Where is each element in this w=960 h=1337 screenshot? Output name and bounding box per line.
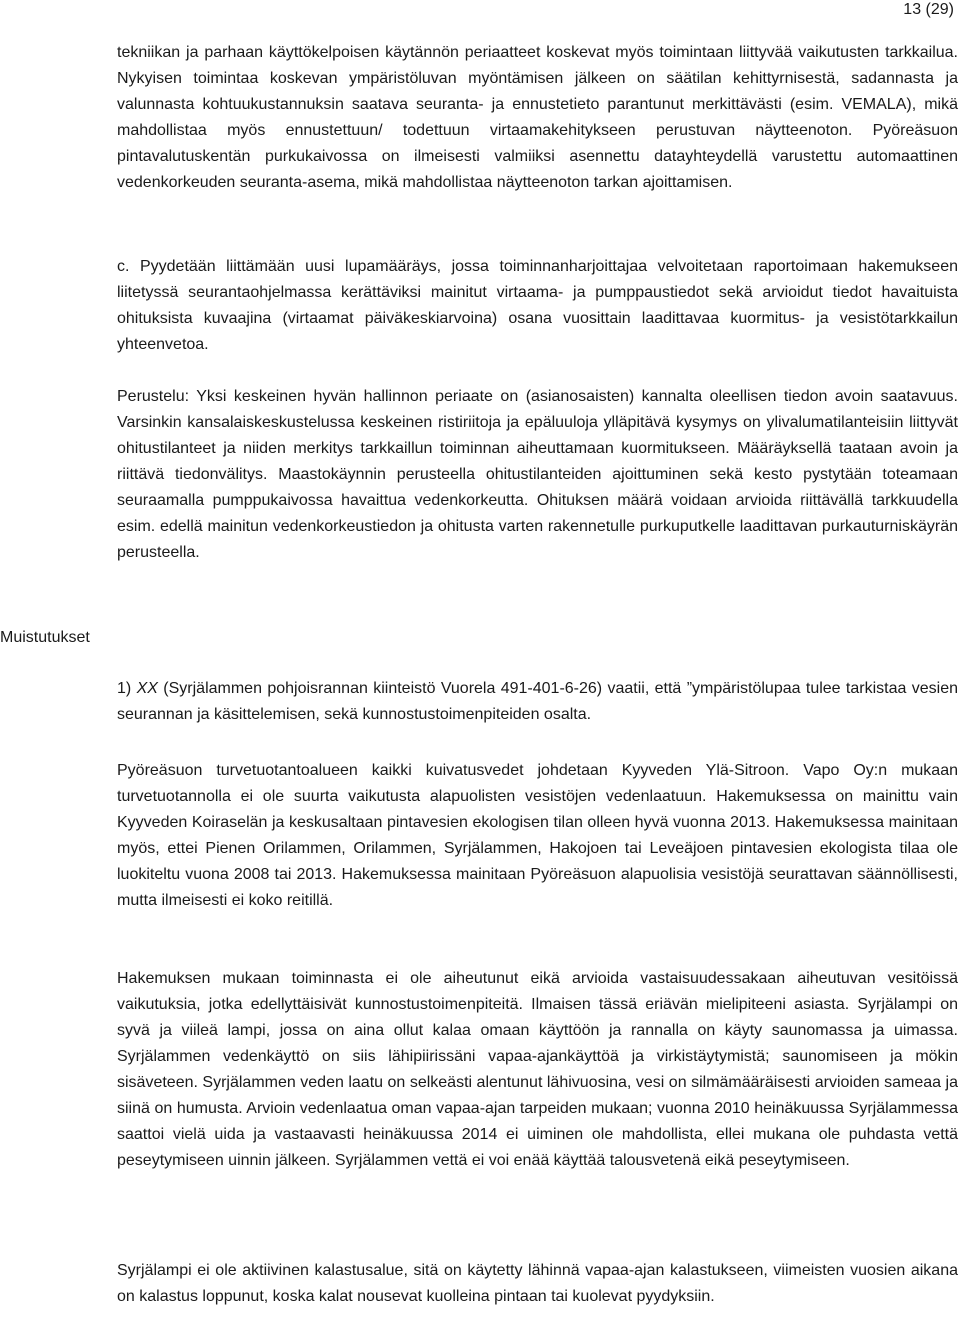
paragraph-4-prefix: 1) <box>117 680 137 697</box>
paragraph-3: Perustelu: Yksi keskeinen hyvän hallinnon periaate on (asianosaisten) kannalta oleellisen tiedon avoin saatavuus. Varsinkin kansalaiskeskustelussa keskeinen ristiriitoja ja epäluuloja ylläpitävä kysymys on ylivalumatilanteisiin liittyvät ohitustilanteet ja niiden merkitys tarkkaillun toiminnan aiheuttamaan kuormitukseen. Määräyksellä taataan avoin ja riittävä tiedonvälitys. Maastokäynnin perusteella ohitustilanteiden ajoittuminen sekä kesto pystytään toteamaan seuraamalla pumppukaivossa havaittua vedenkorkeutta. Ohituksen määrä voidaan arvioida riittävällä tarkkuudella esim. edellä mainitun vedenkorkeustiedon ja ohitusta varten rakennetulle purkuputkelle laadittavan purkauturniskäyrän perusteella. <box>117 388 958 561</box>
section-heading-muistutukset: Muistutukset <box>0 629 90 646</box>
paragraph-1: tekniikan ja parhaan käyttökelpoisen käytännön periaatteet koskevat myös toimintaan liittyvää vaikutusten tarkkailua. Nykyisen toimintaa koskevan ympäristöluvan myöntämisen jälkeen on säätilan kehittyrnisestä, sadannasta ja valunnasta kohtuukustannuksin saatava seuranta- ja ennustetieto parantunut merkittävästi (esim. VEMALA), mikä mahdollistaa myös ennustettuun/ todettuun virtaamakehitykseen perustuvan näytteenoton. Pyöreäsuon pintavalutuskentän purkukaivossa on ilmeisesti valmiiksi asennettu datayhteydellä varustettu automaattinen vedenkorkeuden seuranta-asema, mikä mahdollistaa näytteenoton tarkan ajoittamisen. <box>117 44 958 191</box>
paragraph-2: c. Pyydetään liittämään uusi lupamääräys, jossa toiminnanharjoittajaa velvoitetaan raportoimaan hakemukseen liitetyssä seurantaohjelmassa kerättäviksi mainitut virtaama- ja pumppaustiedot sekä arvioidut tiedot havaituista ohituksista kuvaajina (virtaamat päiväkeskiarvoina) osana vuosittain laadittavaa kuormitus- ja vesistötarkkailun yhteenvetoa. <box>117 258 958 353</box>
paragraph-4-body: (Syrjälammen pohjoisrannan kiinteistö Vuorela 491-401-6-26) vaatii, että ”ympäristölupaa tulee tarkistaa vesien seurannan ja käsittelemisen, sekä kunnostustoimenpiteiden osalta. <box>117 680 959 723</box>
paragraph-4-name: XX <box>136 680 158 697</box>
paragraph-4 <box>117 676 958 728</box>
paragraph-5: Pyöreäsuon turvetuotantoalueen kaikki kuivatusvedet johdetaan Kyyveden Ylä-Sitroon. Vapo Oy:n mukaan turvetuotannolla ei ole suurta vaikutusta alapuolisten vesistöjen vedenlaatuun. Hakemuksessa on mainittu vain Kyyveden Koiraselän ja keskusaltaan pintavesien ekologisen tilan olleen hyvä vuonna 2013. Hakemuksessa mainitaan myös, ettei Pienen Orilammen, Orilammen, Syrjälammen, Hakojoen tai Leveäjoen pintavesien ekologista tilaa ole luokiteltu vuona 2008 tai 2013. Hakemuksessa mainitaan Pyöreäsuon alapuolisia vesistöjä seurattavan säännöllisesti, mutta ilmeisesti ei koko reitillä. <box>117 762 958 909</box>
paragraph-7: Syrjälampi ei ole aktiivinen kalastusalue, sitä on käytetty lähinnä vapaa-ajan kalastukseen, viimeisten vuosien aikana on kalastus loppunut, koska kalat nousevat kuolleina pintaan tai kuolevat pyydyksiin. <box>117 1262 958 1305</box>
paragraph-6: Hakemuksen mukaan toiminnasta ei ole aiheutunut eikä arvioida vastaisuudessakaan aiheutuvan vesitöissä vaikutuksia, jotka edellyttäisivät kunnostustoimenpiteitä. Ilmaisen tässä eriävän mielipiteeni asiasta. Syrjälampi on syvä ja viileä lampi, jossa on aina ollut kalaa omaan käyttöön ja rannalla on käyty saunomassa ja uimassa. Syrjälammen vedenkäyttö on siis lähipiirissäni vapaa-ajankäyttöä ja virkistäytymistä; saunomiseen ja mökin sisäveteen. Syrjälammen veden laatu on selkeästi alentunut lähivuosina, vesi on silmämääräisesti arvioiden sameaa ja siinä on humusta. Arvioin vedenlaatua oman vapaa-ajan tarpeiden mukaan; vuonna 2010 heinäkuussa Syrjälammessa saattoi vielä uida ja vastaavasti heinäkuussa 2014 ei uiminen ole mahdollista, ellei mukana ole puhdasta vettä peseytymiseen uinnin jälkeen. Syrjälammen vettä ei voi enää käyttää talousvetenä eikä peseytymiseen. <box>117 970 958 1169</box>
page-number: 13 (29) <box>903 1 954 18</box>
